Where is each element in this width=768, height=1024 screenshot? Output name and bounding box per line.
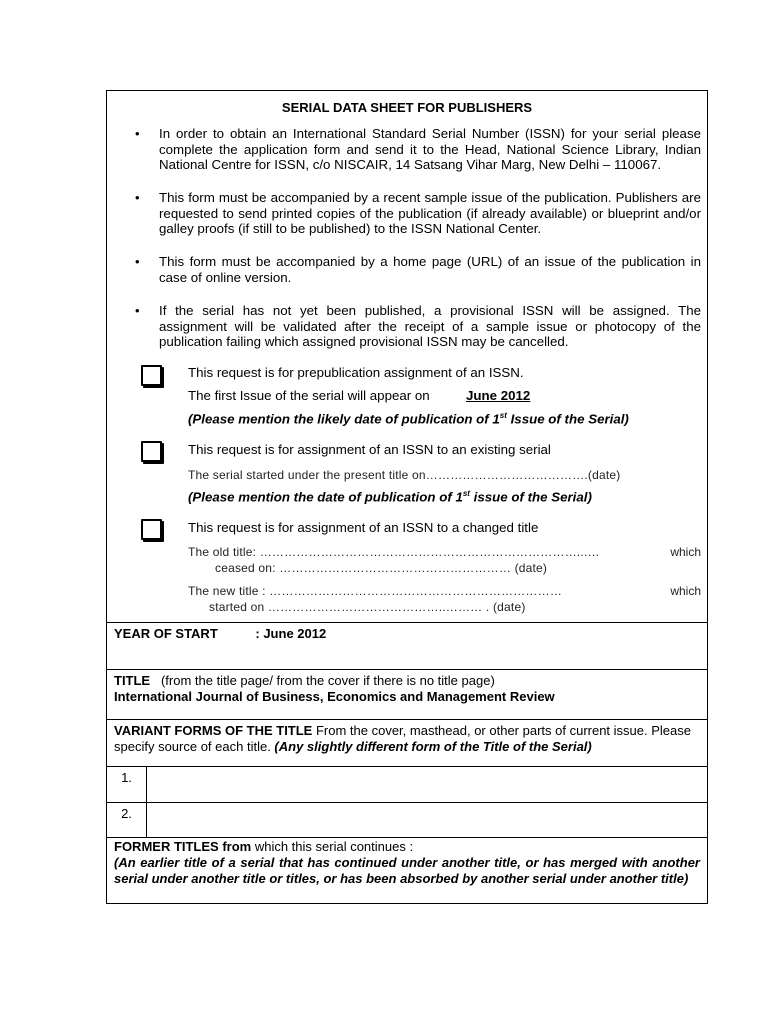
variant-row-1 bbox=[107, 767, 707, 803]
former-note: (An earlier title of a serial that has continued under another title, or has merged with another serial under another title or titles, or has been absorbed by another serial under another title) bbox=[114, 855, 700, 886]
option2-note: (Please mention the date of publication of 1st issue of the Serial) bbox=[188, 489, 592, 505]
bullet-icon: • bbox=[135, 190, 140, 205]
option1-note: (Please mention the likely date of publication of 1st Issue of the Serial) bbox=[188, 411, 629, 427]
option1-first-issue-label: The first Issue of the serial will appear on bbox=[188, 388, 430, 403]
started-on-field[interactable]: started on ……………………………………..……… . (date) bbox=[209, 600, 526, 614]
variant-note: (Any slightly different form of the Title of the Serial) bbox=[274, 739, 592, 754]
option2-label: This request is for assignment of an ISSN to an existing serial bbox=[188, 442, 551, 457]
serial-data-sheet bbox=[106, 90, 708, 904]
bullet-icon: • bbox=[135, 303, 140, 318]
instructions-section bbox=[107, 91, 707, 623]
ceased-on-field[interactable]: ceased on: ………………………………………………… (date) bbox=[215, 561, 548, 575]
checkbox-changed-title[interactable] bbox=[141, 519, 162, 540]
variant-forms-header bbox=[107, 720, 707, 767]
instruction-2: This form must be accompanied by a recent sample issue of the publication. Publishers are requested to send printed copies of the publication (if already available) or blueprint and/or galley proofs (if still to be published) to the ISSN National Center. bbox=[159, 190, 701, 236]
former-text: which this serial continues : bbox=[251, 839, 414, 854]
bullet-icon: • bbox=[135, 126, 140, 141]
new-title-field[interactable]: The new title : ……………………………………………………………… bbox=[188, 584, 563, 598]
page-title: SERIAL DATA SHEET FOR PUBLISHERS bbox=[281, 100, 533, 115]
year-of-start-value[interactable]: : June 2012 bbox=[255, 626, 327, 641]
title-note: (from the title page/ from the cover if there is no title page) bbox=[150, 673, 495, 688]
instruction-3: This form must be accompanied by a home page (URL) of an issue of the publication in case of online version. bbox=[159, 254, 701, 285]
variant-row-number: 1. bbox=[107, 767, 147, 802]
former-label: FORMER TITLES from bbox=[114, 839, 252, 854]
new-title-which: which bbox=[670, 584, 701, 598]
variant-title-2-field[interactable] bbox=[147, 803, 707, 837]
instruction-1: In order to obtain an International Standard Serial Number (ISSN) for your serial please complete the application form and send it to the Head, National Science Library, Indian National Centre for ISSN, c/o NISCAIR, 14 Satsang Vihar Marg, New Delhi – 110067. bbox=[159, 126, 701, 172]
option2-start-date-field[interactable]: The serial started under the present title on………………………………….(date) bbox=[188, 468, 621, 482]
old-title-which: which bbox=[670, 545, 701, 559]
title-row bbox=[107, 670, 707, 720]
checkbox-existing-serial[interactable] bbox=[141, 441, 162, 462]
checkbox-prepublication[interactable] bbox=[141, 365, 162, 386]
variant-row-2 bbox=[107, 803, 707, 838]
old-title-field[interactable]: The old title: ……………………………………………………………………...… bbox=[188, 545, 600, 559]
instruction-4: If the serial has not yet been published, a provisional ISSN will be assigned. The assignment will be validated after the receipt of a sample issue or photocopy of the publication failing which assigned provisional ISSN may be cancelled. bbox=[159, 303, 701, 349]
title-value[interactable]: International Journal of Business, Economics and Management Review bbox=[114, 689, 555, 704]
variant-text: From the cover, masthead, or other parts of current issue. Please specify source of each title. bbox=[114, 723, 691, 754]
former-titles-row bbox=[107, 838, 707, 903]
year-of-start-row bbox=[107, 623, 707, 670]
bullet-icon: • bbox=[135, 254, 140, 269]
option3-label: This request is for assignment of an ISSN to a changed title bbox=[188, 520, 539, 535]
year-of-start-label: YEAR OF START bbox=[114, 626, 218, 641]
variant-row-number: 2. bbox=[107, 803, 147, 837]
variant-title-1-field[interactable] bbox=[147, 767, 707, 802]
title-label: TITLE bbox=[114, 673, 151, 688]
option1-label: This request is for prepublication assignment of an ISSN. bbox=[188, 365, 524, 380]
first-issue-date: June 2012 bbox=[466, 388, 531, 403]
variant-label: VARIANT FORMS OF THE TITLE bbox=[114, 723, 313, 738]
